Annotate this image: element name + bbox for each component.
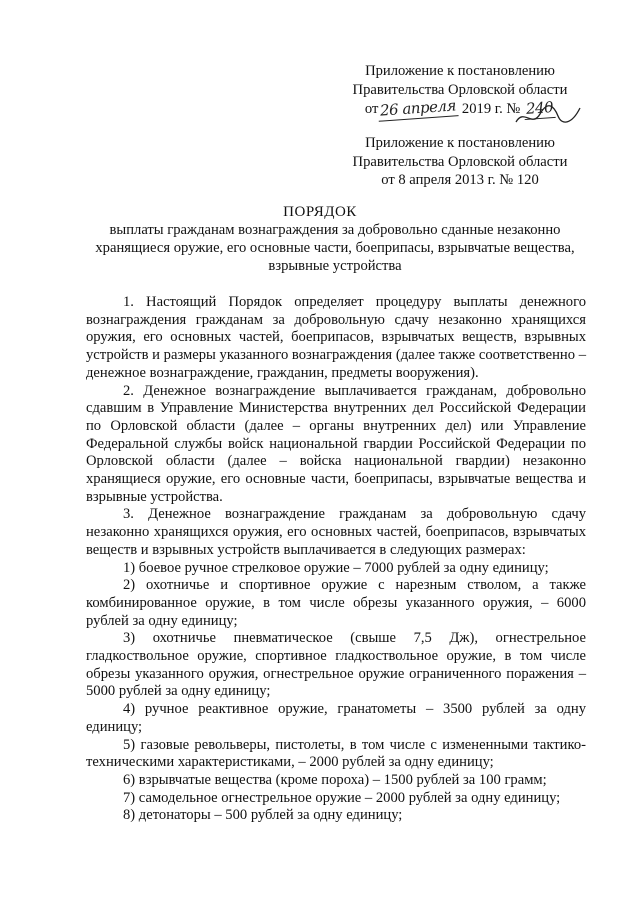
- paragraph-3: 3. Денежное вознаграждение гражданам за добровольную сдачу незаконно хранящихся оружия, его основных частей, боеприпасов, взрывчатых веществ и взрывных устройств выплачивается в следующих размерах:: [86, 506, 586, 558]
- document-body: [86, 294, 586, 825]
- handwriting-flourish: [514, 102, 584, 130]
- header-original-line1: Приложение к постановлению: [365, 135, 555, 151]
- document-title: ПОРЯДОК: [283, 204, 357, 220]
- list-item-8: 8) детонаторы – 500 рублей за одну единицу;: [123, 807, 403, 824]
- year-text: 2019 г. №: [461, 101, 521, 117]
- header-current-line2: Правительства Орловской области: [352, 81, 568, 98]
- date-prefix: от: [364, 101, 379, 117]
- list-item-5: 5) газовые револьверы, пистолеты, в том числе с измененными тактико-техническими характеристиками, – 2000 рублей за одну единицу;: [86, 736, 586, 771]
- list-item-1: 1) боевое ручное стрелковое оружие – 7000 рублей за одну единицу;: [123, 559, 549, 576]
- header-original-line3: от 8 апреля 2013 г. № 120: [381, 172, 539, 188]
- list-item-3: 3) охотничье пневматическое (свыше 7,5 Дж), огнестрельное гладкоствольное оружие, спортивное гладкоствольное оружие, в том числе обрезы указанного оружия, огнестрельное оружие ограниченного поражения – 5000 рублей за одну единицу;: [86, 630, 586, 700]
- handwritten-date: 26 апреля: [378, 96, 459, 121]
- paragraph-2: 2. Денежное вознаграждение выплачивается гражданам, добровольно сдавшим в Управление Министерства внутренних дел Российской Федерации по Орловской области (далее – органы внутренних дел) или Управление Федеральной службы войск национальной гвардии Российской Федерации по Орловской области (далее – войска национальной гвардии) незаконно хранящиеся оружие, его основные части, боеприпасы, взрывчатые вещества и взрывные устройства.: [86, 382, 586, 505]
- list-item-2: 2) охотничье и спортивное оружие с нарезным стволом, а также комбинированное оружие, в том числе обрезы указанного оружия, – 6000 рублей за одну единицу;: [86, 577, 586, 629]
- header-current-line1: Приложение к постановлению: [365, 63, 555, 79]
- paragraph-1: 1. Настоящий Порядок определяет процедуру выплаты денежного вознаграждения гражданам за добровольную сдачу незаконно хранящихся оружия, его основных частей, боеприпасов, взрывчатых веществ, взрывных устройств и размеры указанного вознаграждения (далее также соответственно – денежное вознаграждение, гражданин, предметы вооружения).: [86, 294, 586, 381]
- document-subtitle: выплаты гражданам вознаграждения за добровольно сданные незаконно хранящиеся оружие, его основные части, боеприпасы, взрывчатые вещества, взрывные устройства: [95, 222, 575, 275]
- list-item-6: 6) взрывчатые вещества (кроме пороха) – 1500 рублей за 100 грамм;: [123, 771, 547, 788]
- list-item-7: 7) самодельное огнестрельное оружие – 2000 рублей за одну единицу;: [123, 789, 561, 806]
- handwritten-number: 240: [523, 98, 555, 120]
- header-original-resolution: [330, 134, 590, 190]
- list-item-4: 4) ручное реактивное оружие, гранатометы – 3500 рублей за одну единицу;: [86, 701, 586, 735]
- header-original-line2: Правительства Орловской области: [352, 153, 568, 170]
